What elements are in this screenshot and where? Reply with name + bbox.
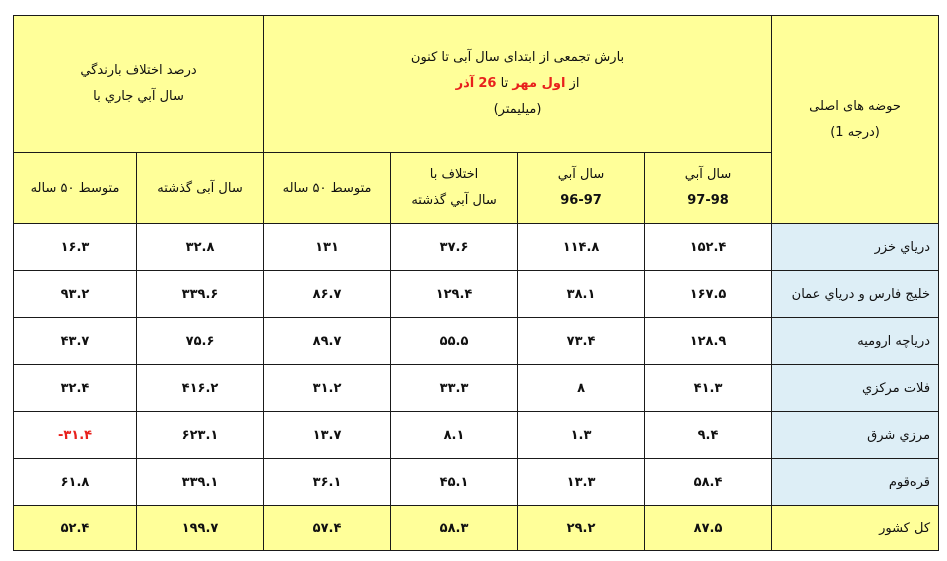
cell-value: ۳۳۹.۶: [137, 271, 264, 318]
col-9697-label: سال آبي: [557, 167, 605, 182]
cell-value: ۳۳.۳: [391, 365, 518, 412]
col-header-pct-avg50: متوسط ۵۰ ساله: [14, 153, 137, 224]
cell-value: ۴۳.۷: [14, 318, 137, 365]
rain-unit: (میلیمتر): [493, 102, 542, 117]
total-name: كل كشور: [772, 506, 939, 551]
cell-value: ۱۳.۷: [264, 412, 391, 459]
basin-subtitle: (درجه 1): [830, 124, 880, 140]
table-row: [14, 224, 939, 271]
table-row: [14, 459, 939, 506]
cell-value: ۶۲۳.۱: [137, 412, 264, 459]
row-name: فلات مركزي: [772, 365, 939, 412]
cell-value: ۳۱.۲: [264, 365, 391, 412]
total-row: [14, 506, 939, 551]
cell-value: ۱۶.۳: [14, 224, 137, 271]
cell-value: ۱۵۲.۴: [645, 224, 772, 271]
diff-title: درصد اختلاف بارندگي: [80, 63, 197, 78]
range-month: آذر: [455, 76, 475, 91]
rain-header: [264, 16, 772, 153]
row-name: قره‌قوم: [772, 459, 939, 506]
row-name: درياي خزر: [772, 224, 939, 271]
col-header-diff: [391, 153, 518, 224]
diff-subtitle: سال آبي جاري با: [93, 89, 184, 104]
cell-value-negative: -۳۱.۴: [14, 412, 137, 459]
table-row: [14, 412, 939, 459]
cell-value: ۵۵.۵: [391, 318, 518, 365]
col-header-9697: [518, 153, 645, 224]
total-value: ۵۷.۴: [264, 506, 391, 551]
col-diff-label: اختلاف با: [429, 167, 479, 182]
range-from: از: [569, 76, 580, 91]
table-row: [14, 271, 939, 318]
cell-value: ۱۲۸.۹: [645, 318, 772, 365]
cell-value: ۱۱۴.۸: [518, 224, 645, 271]
basin-header: [772, 16, 939, 224]
total-value: ۱۹۹.۷: [137, 506, 264, 551]
cell-value: ۸.۱: [391, 412, 518, 459]
cell-value: ۳۲.۴: [14, 365, 137, 412]
rain-range: [264, 71, 771, 97]
rain-title: بارش تجمعی از ابتدای سال آبی تا کنون: [410, 50, 625, 65]
cell-value: ۴۵.۱: [391, 459, 518, 506]
cell-value: ۱۳۱: [264, 224, 391, 271]
cell-value: ۴۱۶.۲: [137, 365, 264, 412]
rainfall-table: [13, 15, 939, 551]
cell-value: ۷۳.۴: [518, 318, 645, 365]
row-name: مرزي شرق: [772, 412, 939, 459]
col-header-avg50: متوسط ۵۰ ساله: [264, 153, 391, 224]
row-name: درياچه اروميه: [772, 318, 939, 365]
col-9798-year: 97-98: [687, 193, 729, 208]
cell-value: ۱۲۹.۴: [391, 271, 518, 318]
col-diff-sub: سال آبي گذشته: [411, 193, 497, 208]
cell-value: ۷۵.۶: [137, 318, 264, 365]
cell-value: ۹۳.۲: [14, 271, 137, 318]
cell-value: ۳۷.۶: [391, 224, 518, 271]
basin-title: حوضه های اصلی: [809, 98, 901, 114]
cell-value: ۴۱.۳: [645, 365, 772, 412]
cell-value: ۹.۴: [645, 412, 772, 459]
range-day: 26: [478, 76, 497, 91]
cell-value: ۵۸.۴: [645, 459, 772, 506]
cell-value: ۳۶.۱: [264, 459, 391, 506]
range-to: تا: [500, 76, 509, 91]
range-start: اول مهر: [512, 76, 566, 91]
total-value: ۲۹.۲: [518, 506, 645, 551]
row-name: خليج فارس و درياي عمان: [772, 271, 939, 318]
total-value: ۸۷.۵: [645, 506, 772, 551]
cell-value: ۱.۳: [518, 412, 645, 459]
table-row: [14, 318, 939, 365]
cell-value: ۸۹.۷: [264, 318, 391, 365]
total-value: ۵۸.۳: [391, 506, 518, 551]
col-9798-label: سال آبي: [684, 167, 732, 182]
cell-value: ۳۸.۱: [518, 271, 645, 318]
cell-value: ۳۳۹.۱: [137, 459, 264, 506]
col-header-9798: [645, 153, 772, 224]
diff-header: [14, 16, 264, 153]
table-row: [14, 365, 939, 412]
cell-value: ۶۱.۸: [14, 459, 137, 506]
cell-value: ۸۶.۷: [264, 271, 391, 318]
cell-value: ۳۲.۸: [137, 224, 264, 271]
col-header-pct-last: سال آبی گذشته: [137, 153, 264, 224]
cell-value: ۱۶۷.۵: [645, 271, 772, 318]
cell-value: ۸: [518, 365, 645, 412]
col-9697-year: 96-97: [560, 193, 602, 208]
cell-value: ۱۳.۳: [518, 459, 645, 506]
total-value: ۵۲.۴: [14, 506, 137, 551]
